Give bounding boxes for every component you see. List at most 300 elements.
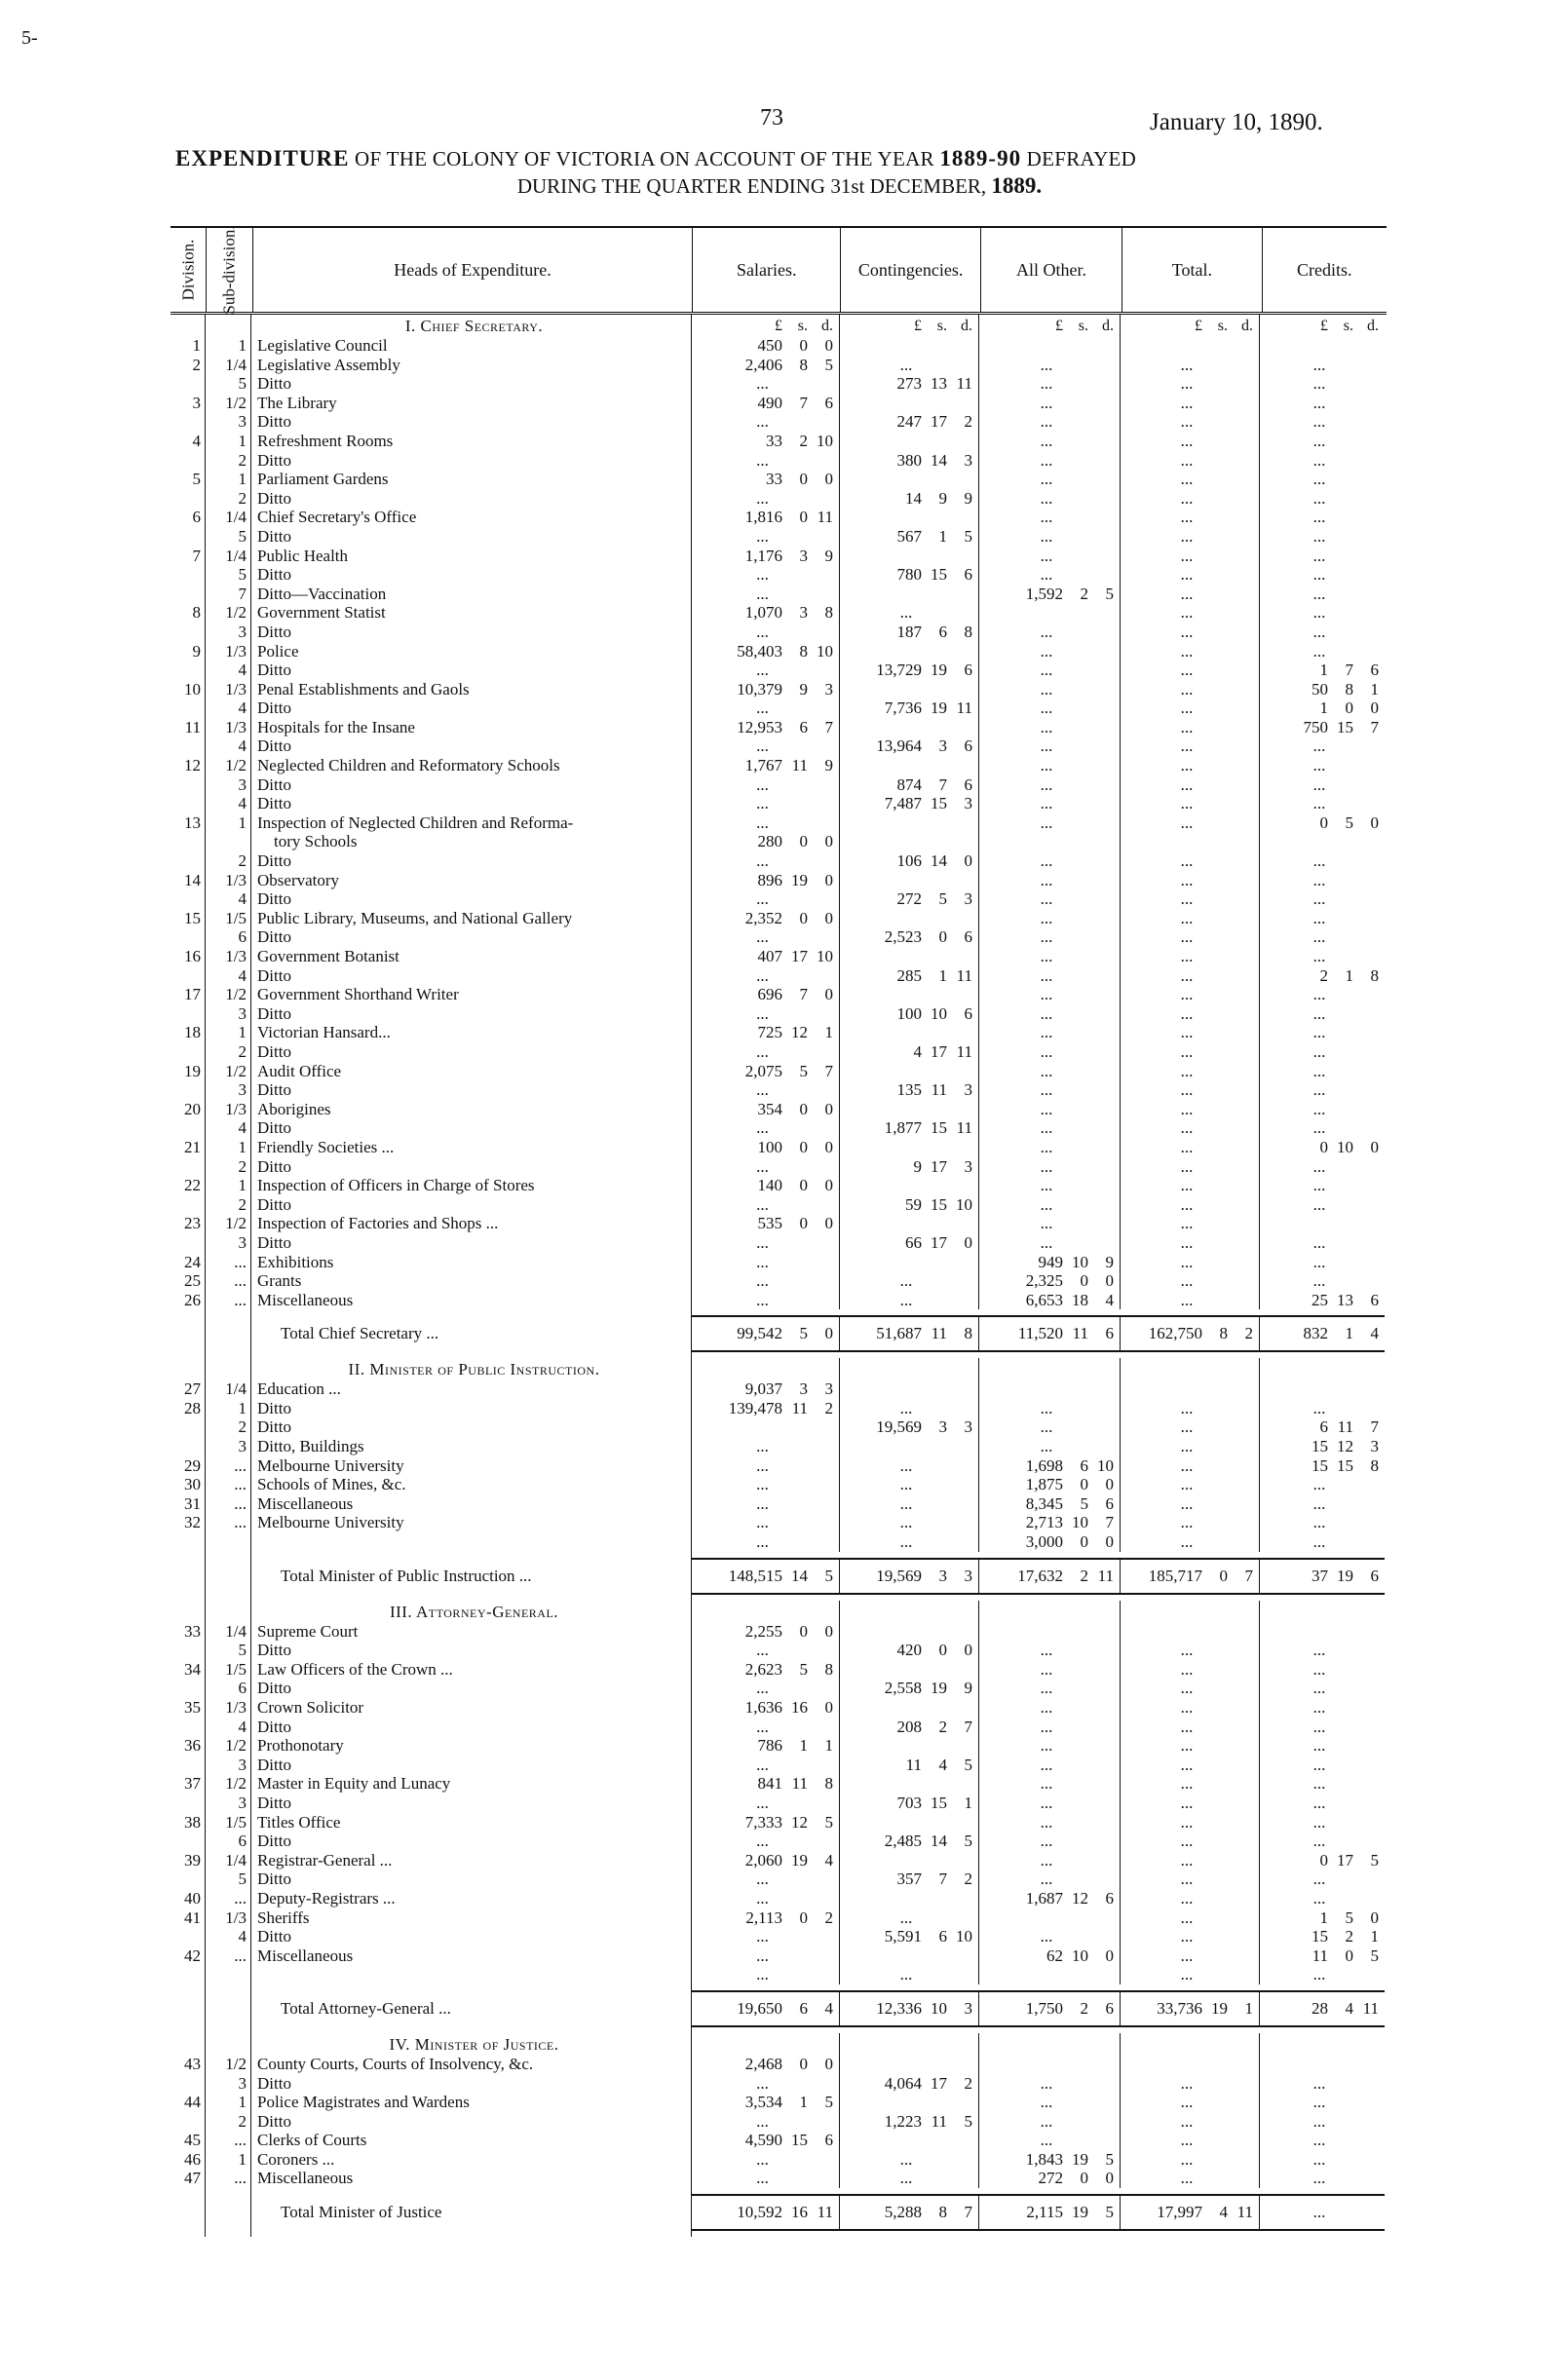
table-row — [171, 1698, 1387, 1718]
subdivision-number: 1/4 — [206, 1379, 251, 1399]
amount-con — [840, 1532, 979, 1552]
amount-cre — [1260, 966, 1385, 986]
amount-con — [840, 1437, 979, 1456]
table-row — [171, 1214, 1387, 1233]
amount-oth — [979, 1062, 1121, 1081]
amount-part: 9 — [964, 1679, 972, 1698]
table-row — [171, 1004, 1387, 1024]
amount-part: 0 — [799, 2054, 808, 2073]
amount-oth — [979, 1379, 1121, 1399]
amount-tot — [1121, 927, 1260, 947]
subdivision-number: 1/5 — [206, 909, 251, 928]
amount-part: 0 — [799, 1214, 808, 1233]
amount-part: 17 — [791, 947, 808, 965]
amount-con — [840, 642, 979, 661]
subdivision-number: 1/5 — [206, 1813, 251, 1832]
amount-tot — [1121, 1794, 1260, 1813]
amount-sal — [692, 1214, 840, 1233]
division-number: 1 — [171, 336, 206, 356]
amount-cre — [1260, 1813, 1385, 1832]
subdivision-cell — [206, 2033, 251, 2055]
amount-empty: ... — [756, 2149, 769, 2169]
amount-empty: ... — [1312, 2131, 1326, 2150]
amount-part: 9 — [799, 679, 808, 699]
total-row — [171, 1552, 1387, 1601]
subdivision-number: 4 — [206, 1718, 251, 1737]
amount-part: 11 — [956, 965, 972, 985]
amount-part: 8 — [964, 1324, 972, 1343]
division-cell — [171, 1358, 206, 1379]
amount-con — [840, 1023, 979, 1042]
amount-tot — [1121, 412, 1260, 432]
division-number: 26 — [171, 1291, 206, 1310]
amount-empty: ... — [1040, 1812, 1053, 1832]
amount-empty: ... — [1180, 2093, 1194, 2112]
amount-part: 1,592 — [1025, 584, 1063, 603]
amount-empty: ... — [1040, 1641, 1053, 1660]
amount-part: 2,623 — [744, 1659, 782, 1679]
amount-empty: ... — [1180, 1437, 1194, 1456]
amount-empty: ... — [1180, 1475, 1194, 1494]
amount-part: 0 — [824, 1214, 833, 1233]
amount-con — [840, 1195, 979, 1215]
amount-cre — [1260, 1475, 1385, 1494]
table-row — [171, 603, 1387, 623]
amount-empty: ... — [756, 374, 769, 394]
head-of-expenditure: Refreshment Rooms — [251, 432, 692, 451]
amount-empty: ... — [1180, 1023, 1194, 1042]
table-row — [171, 966, 1387, 986]
amount-cre — [1260, 1736, 1385, 1756]
head-of-expenditure: Coroners ... — [251, 2150, 692, 2170]
amount-empty: ... — [1180, 679, 1194, 699]
amount-part: 2 — [1080, 1566, 1088, 1585]
amount-part: 3 — [964, 1080, 972, 1100]
table-row — [171, 451, 1387, 471]
amount-sal — [692, 1660, 840, 1680]
amount-empty: ... — [756, 1041, 769, 1061]
amount-empty: ... — [1312, 1271, 1326, 1291]
subdivision-number: 4 — [206, 966, 251, 986]
amount-empty: ... — [1312, 1252, 1326, 1271]
amount-empty: ... — [1312, 1475, 1326, 1494]
division-cell — [171, 1309, 206, 1358]
table-row — [171, 1176, 1387, 1195]
amount-cre — [1260, 1253, 1385, 1272]
section-heading: IV. Minister of Justice. — [251, 2033, 692, 2055]
amount-part: 19 — [931, 661, 947, 680]
amount-empty: ... — [1040, 774, 1053, 794]
subdivision-number: 4 — [206, 1118, 251, 1138]
amount-cre — [1260, 1023, 1385, 1042]
table-row — [171, 1417, 1387, 1437]
amount-sal — [692, 661, 840, 680]
head-of-expenditure: Schools of Mines, &c. — [251, 1475, 692, 1494]
amount-part: 0 — [1370, 699, 1379, 718]
amount-oth — [979, 680, 1121, 699]
amount-sal — [692, 1851, 840, 1870]
amount-part: 9 — [964, 488, 972, 508]
amount-oth — [979, 1475, 1121, 1494]
currency-header — [840, 1358, 979, 1379]
amount-sal — [692, 1233, 840, 1253]
amount-part: 7,333 — [744, 1812, 782, 1832]
amount-empty: ... — [1312, 355, 1326, 374]
table-row — [171, 1291, 1387, 1310]
amount-tot — [1121, 1176, 1260, 1195]
amount-empty: ... — [1180, 927, 1194, 947]
subdivision-number — [206, 1965, 251, 1984]
amount-part: 12 — [791, 1023, 808, 1042]
amount-part: 8 — [938, 2203, 947, 2222]
amount-empty: ... — [756, 927, 769, 947]
amount-empty: ... — [756, 794, 769, 813]
table-row — [171, 1494, 1387, 1514]
amount-empty: ... — [1312, 622, 1326, 641]
amount-part: 19 — [1072, 2203, 1088, 2222]
amount-tot — [1121, 2131, 1260, 2150]
table-row — [171, 394, 1387, 413]
amount-sal — [692, 1889, 840, 1908]
amount-part: 17 — [931, 1041, 947, 1061]
amount-part: 1 — [1319, 1908, 1328, 1927]
amount-empty: ... — [756, 488, 769, 508]
table-row — [171, 1870, 1387, 1889]
amount-part: 10 — [956, 1927, 972, 1946]
subdivision-number: 1/4 — [206, 1851, 251, 1870]
amount-sal — [692, 1138, 840, 1157]
amount-part: 3 — [938, 1566, 947, 1585]
amount-sal — [692, 603, 840, 623]
amount-part: 1,750 — [1025, 1998, 1063, 2018]
amount-empty: ... — [756, 1513, 769, 1532]
amount-oth — [979, 1927, 1121, 1946]
subdivision-number: 1 — [206, 470, 251, 489]
amount-empty: ... — [1040, 965, 1053, 985]
amount-cre — [1260, 1062, 1385, 1081]
amount-empty: ... — [1312, 393, 1326, 412]
amount-empty: ... — [1180, 1832, 1194, 1851]
amount-sal — [692, 585, 840, 604]
amount-oth — [979, 2169, 1121, 2188]
amount-empty: ... — [1180, 1099, 1194, 1118]
amount-empty: ... — [1312, 1832, 1326, 1851]
table-body — [171, 315, 1387, 2237]
division-number — [171, 927, 206, 947]
amount-empty: ... — [1180, 1870, 1194, 1889]
amount-tot — [1121, 871, 1260, 890]
amount-sal — [692, 1253, 840, 1272]
amount-cre — [1260, 412, 1385, 432]
amount-empty: ... — [1312, 1717, 1326, 1736]
subdivision-number: 1/3 — [206, 1908, 251, 1928]
amount-oth — [979, 1698, 1121, 1718]
amount-cre — [1260, 813, 1385, 833]
amount-empty: ... — [1040, 812, 1053, 832]
amount-part: 0 — [824, 1324, 833, 1343]
amount-tot — [1121, 623, 1260, 642]
amount-empty: ... — [756, 526, 769, 546]
amount-cre — [1260, 1456, 1385, 1476]
subdivision-cell — [206, 1309, 251, 1358]
amount-part: 6 — [1105, 1998, 1114, 2018]
amount-con — [840, 1042, 979, 1062]
table-row — [171, 1513, 1387, 1532]
amount-part: 19 — [791, 1850, 808, 1870]
amount-part: 1,176 — [744, 546, 782, 565]
head-of-expenditure: Ditto — [251, 1794, 692, 1813]
amount-empty: ... — [1040, 1417, 1053, 1437]
amount-sal — [692, 432, 840, 451]
amount-tot — [1121, 756, 1260, 775]
amount-part: 10 — [956, 1194, 972, 1214]
amount-empty: ... — [1180, 641, 1194, 661]
amount-oth — [979, 1990, 1121, 2027]
currency-header — [979, 315, 1121, 336]
subdivision-number: 4 — [206, 794, 251, 813]
amount-tot — [1121, 489, 1260, 509]
amount-empty: ... — [756, 1870, 769, 1889]
amount-oth — [979, 947, 1121, 966]
amount-cre — [1260, 1832, 1385, 1851]
division-number — [171, 374, 206, 394]
amount-empty: ... — [1040, 508, 1053, 527]
amount-part: 1 — [1244, 1998, 1253, 2018]
amount-con — [840, 1965, 979, 1984]
amount-tot — [1121, 1774, 1260, 1794]
subdivision-number — [206, 1532, 251, 1552]
amount-cre — [1260, 394, 1385, 413]
amount-empty: ... — [1312, 2073, 1326, 2093]
amount-part: 37 — [1312, 1566, 1328, 1585]
amount-part: 185,717 — [1148, 1566, 1202, 1585]
amount-sal — [692, 1475, 840, 1494]
amount-empty: ... — [1040, 679, 1053, 699]
amount-cre — [1260, 603, 1385, 623]
amount-empty: ... — [899, 1965, 913, 1984]
table-row — [171, 661, 1387, 680]
table-row — [171, 871, 1387, 890]
amount-tot — [1121, 1291, 1260, 1310]
amount-part: 874 — [896, 774, 922, 794]
table-row — [171, 1062, 1387, 1081]
amount-empty: ... — [756, 1118, 769, 1138]
currency-header — [1121, 1358, 1260, 1379]
amount-oth — [979, 623, 1121, 642]
amount-part: 2,468 — [744, 2054, 782, 2073]
amount-part: 15 — [931, 1793, 947, 1812]
amount-empty: ... — [1180, 1194, 1194, 1214]
amount-cre — [1260, 947, 1385, 966]
amount-part: 7 — [824, 717, 833, 737]
amount-sal — [692, 1379, 840, 1399]
division-number: 19 — [171, 1062, 206, 1081]
amount-empty: ... — [756, 622, 769, 641]
amount-part: 6 — [1105, 1888, 1114, 1908]
amount-con — [840, 813, 979, 833]
amount-empty: ... — [1180, 355, 1194, 374]
amount-con — [840, 794, 979, 813]
amount-sal — [692, 985, 840, 1004]
head-of-expenditure: Neglected Children and Reformatory Schools — [251, 756, 692, 775]
amount-part: 17,632 — [1017, 1566, 1063, 1585]
amount-empty: ... — [1040, 565, 1053, 585]
amount-tot — [1121, 2169, 1260, 2188]
head-of-expenditure: Ditto — [251, 1756, 692, 1775]
division-number — [171, 2112, 206, 2132]
amount-tot — [1121, 1965, 1260, 1984]
amount-oth — [979, 1195, 1121, 1215]
amount-con — [840, 1080, 979, 1100]
amount-oth — [979, 775, 1121, 795]
subdivision-number: 3 — [206, 2074, 251, 2094]
amount-part: 490 — [757, 393, 782, 412]
amount-oth — [979, 966, 1121, 986]
amount-part: 2 — [1244, 1324, 1253, 1343]
amount-sal — [692, 527, 840, 547]
amount-con — [840, 1291, 979, 1310]
section-heading-row — [171, 2033, 1387, 2055]
currency-label: s. — [1078, 318, 1088, 334]
amount-sal — [692, 356, 840, 375]
amount-empty: ... — [1180, 1679, 1194, 1698]
amount-sal — [692, 489, 840, 509]
amount-part: 6 — [1370, 1290, 1379, 1309]
amount-cre — [1260, 1851, 1385, 1870]
amount-empty: ... — [756, 1679, 769, 1698]
amount-part: 7 — [938, 774, 947, 794]
amount-con — [840, 661, 979, 680]
subdivision-number: 2 — [206, 1042, 251, 1062]
table-row — [171, 1965, 1387, 1984]
amount-con — [840, 1233, 979, 1253]
amount-oth — [979, 1679, 1121, 1698]
amount-empty: ... — [1180, 1118, 1194, 1138]
head-of-expenditure: Ditto—Vaccination — [251, 585, 692, 604]
division-number: 20 — [171, 1100, 206, 1119]
amount-empty: ... — [1312, 470, 1326, 489]
table-row — [171, 1794, 1387, 1813]
table-row — [171, 565, 1387, 585]
amount-part: 3 — [964, 1566, 972, 1585]
amount-part: 6 — [1080, 1455, 1088, 1475]
currency-label: s. — [1343, 318, 1353, 334]
amount-sal — [692, 966, 840, 986]
amount-empty: ... — [899, 1532, 913, 1552]
amount-tot — [1121, 1494, 1260, 1514]
amount-part: 0 — [824, 832, 833, 851]
amount-part: 8 — [824, 603, 833, 623]
amount-con — [840, 1100, 979, 1119]
amount-tot — [1121, 699, 1260, 718]
amount-con — [840, 775, 979, 795]
amount-cre — [1260, 1532, 1385, 1552]
amount-part: 2 — [964, 1870, 972, 1889]
amount-empty: ... — [1040, 851, 1053, 871]
amount-empty: ... — [1312, 1641, 1326, 1660]
head-of-expenditure: Ditto — [251, 889, 692, 909]
amount-con — [840, 1889, 979, 1908]
head-of-expenditure: Crown Solicitor — [251, 1698, 692, 1718]
table-row — [171, 585, 1387, 604]
amount-sal — [692, 1195, 840, 1215]
amount-sal — [692, 2055, 840, 2074]
subdivision-number: 2 — [206, 1195, 251, 1215]
amount-cre — [1260, 1990, 1385, 2027]
amount-empty: ... — [1180, 1888, 1194, 1908]
table-row — [171, 775, 1387, 795]
col-contingencies: Contingencies. — [841, 228, 980, 312]
amount-part: 1 — [964, 1793, 972, 1812]
amount-tot — [1121, 1946, 1260, 1966]
amount-empty: ... — [1312, 508, 1326, 527]
amount-part: 1,877 — [884, 1118, 922, 1138]
amount-empty: ... — [1180, 1252, 1194, 1271]
head-of-expenditure: Supreme Court — [251, 1622, 692, 1642]
head-of-expenditure: The Library — [251, 394, 692, 413]
amount-con — [840, 2093, 979, 2112]
amount-sal — [692, 775, 840, 795]
table-row — [171, 1622, 1387, 1642]
amount-empty: ... — [899, 1493, 913, 1513]
amount-cre — [1260, 1494, 1385, 1514]
amount-part: 66 — [905, 1232, 922, 1252]
amount-con — [840, 832, 979, 851]
head-of-expenditure: Ditto — [251, 1080, 692, 1100]
amount-part: 5 — [824, 355, 833, 374]
division-number — [171, 451, 206, 471]
total-label: Total Minister of Public Instruction ... — [251, 1552, 692, 1601]
amount-con — [840, 1379, 979, 1399]
table-row — [171, 794, 1387, 813]
amount-sal — [692, 1417, 840, 1437]
head-of-expenditure: Friendly Societies ... — [251, 1138, 692, 1157]
amount-part: 187 — [896, 622, 922, 641]
amount-sal — [692, 2093, 840, 2112]
amount-part: 5 — [799, 1324, 808, 1343]
amount-empty: ... — [1312, 851, 1326, 871]
amount-empty: ... — [1040, 737, 1053, 756]
amount-empty: ... — [1180, 431, 1194, 450]
table-row — [171, 2169, 1387, 2188]
amount-sal — [692, 1718, 840, 1737]
amount-oth — [979, 718, 1121, 737]
head-of-expenditure: Ditto — [251, 1118, 692, 1138]
amount-tot — [1121, 585, 1260, 604]
amount-con — [840, 737, 979, 756]
division-number: 9 — [171, 642, 206, 661]
amount-part: 6 — [964, 1003, 972, 1023]
amount-sal — [692, 1698, 840, 1718]
col-total: Total. — [1122, 228, 1262, 312]
amount-part: 8 — [1370, 1455, 1379, 1475]
amount-part: 3,534 — [744, 2093, 782, 2112]
table-row — [171, 1927, 1387, 1946]
amount-con — [840, 1494, 979, 1514]
amount-empty: ... — [1312, 1965, 1326, 1984]
amount-empty: ... — [756, 1532, 769, 1552]
amount-tot — [1121, 1990, 1260, 2027]
amount-tot — [1121, 947, 1260, 966]
amount-sal — [692, 2131, 840, 2150]
division-number: 34 — [171, 1660, 206, 1680]
amount-part: 1 — [799, 1736, 808, 1756]
amount-part: 4 — [938, 1755, 947, 1774]
amount-part: 8 — [1345, 679, 1353, 699]
amount-empty: ... — [1180, 1455, 1194, 1475]
amount-sal — [692, 547, 840, 566]
table-row — [171, 374, 1387, 394]
